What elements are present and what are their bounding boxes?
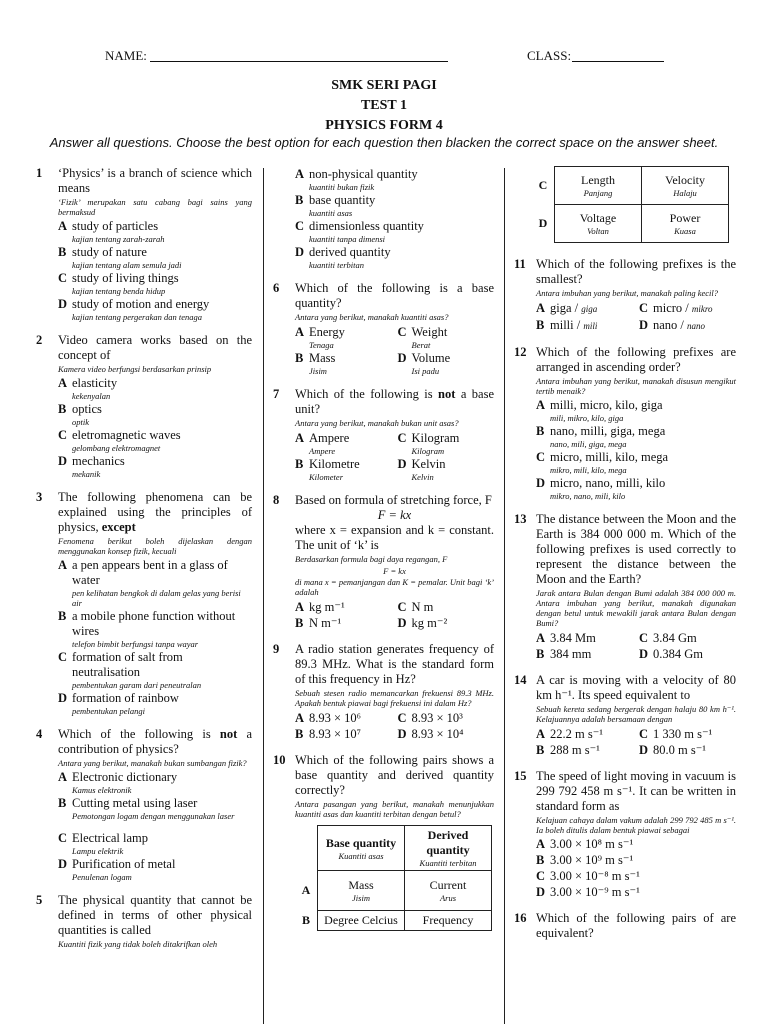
option-d[interactable]: D nano / nano: [639, 318, 706, 332]
question-text: Which of the following is not a base unit?: [295, 387, 495, 416]
option-c[interactable]: C N m: [397, 600, 434, 614]
column-1: [36, 166, 252, 962]
option-a[interactable]: A Electronic dictionary Kamus elektronik: [58, 770, 178, 795]
option-b[interactable]: B 8.93 × 10⁷: [295, 727, 362, 741]
option-c[interactable]: C eletromagnetic waves gelombang elektromagnet: [58, 428, 181, 453]
question-number: 8: [273, 493, 280, 507]
question-text: The physical quantity that cannot be defined in terms of other physical quantities is called: [58, 893, 252, 937]
emphasis-except: except: [101, 520, 136, 534]
question-9: [273, 642, 494, 742]
question-text: Video camera works based on the concept of: [58, 333, 252, 362]
option-b[interactable]: B a mobile phone function without wires telefon bimbit berfungsi tanpa wayar: [58, 609, 236, 649]
column-3: [514, 166, 736, 952]
table-row[interactable]: B Degree Celcius Frequency: [295, 911, 492, 931]
option-b[interactable]: B 288 m s⁻¹: [536, 743, 600, 757]
question-number: 6: [273, 281, 280, 295]
option-b[interactable]: B milli / mili: [536, 318, 598, 332]
question-translation: Kelajuan cahaya dalam vakum adalah 299 792 485 m s⁻¹. Ia boleh ditulis dalam bentuk piawai sebagai: [536, 815, 736, 835]
question-text: A car is moving with a velocity of 80 km h⁻¹. Its speed equivalent to: [536, 673, 736, 702]
table-row[interactable]: D Voltage Voltan Power Kuasa: [532, 205, 729, 243]
question-text: The following phenomena can be explained using the principles of physics, except: [58, 490, 252, 534]
question-1: [36, 166, 252, 322]
formula-translation: F = kx: [383, 566, 406, 576]
question-4: [36, 727, 252, 882]
option-a[interactable]: A non-physical quantity kuantiti bukan fizik: [295, 167, 418, 192]
option-a[interactable]: A giga / giga: [536, 301, 598, 315]
option-c[interactable]: C Electrical lamp Lampu elektrik: [58, 831, 149, 856]
question-6: [273, 281, 494, 376]
paper-titles: [0, 76, 768, 136]
question-number: 15: [514, 769, 527, 783]
option-c[interactable]: C 8.93 × 10³: [397, 711, 463, 725]
table-row[interactable]: A Mass Jisim Current Arus: [295, 871, 492, 911]
question-number: 13: [514, 512, 527, 526]
option-c[interactable]: C micro, milli, kilo, mega mikro, mili, kilo, mega: [536, 450, 669, 475]
student-info-header: [0, 46, 768, 66]
column-divider: [263, 168, 264, 1024]
question-16: [514, 911, 736, 941]
question-number: 1: [36, 166, 43, 180]
option-b[interactable]: B Cutting metal using laser Pemotongan logam dengan menggunakan laser: [58, 796, 235, 821]
question-text: A radio station generates frequency of 89.3 MHz. What is the standard form of this frequency in Hz?: [295, 642, 494, 686]
option-d[interactable]: D 0.384 Gm: [639, 647, 703, 661]
option-d[interactable]: D Volume Isi padu: [397, 351, 451, 376]
question-text: The speed of light moving in vacuum is 299 792 458 m s⁻¹. It can be written in standard form as: [536, 769, 736, 813]
question-translation: Antara imbuhan yang berikut, manakah disusun mengikut tertib menaik?: [536, 376, 736, 396]
question-text: Which of the following pairs shows a base quantity and derived quantity correctly?: [295, 753, 494, 797]
question-translation: Antara imbuhan yang berikut, manakah paling kecil?: [536, 288, 719, 298]
question-translation: Fenomena berikut boleh dijelaskan dengan menggunakan konsep fizik, kecuali: [58, 536, 252, 556]
option-b[interactable]: B base quantity kuantiti asas: [295, 193, 376, 218]
option-a[interactable]: A study of particles kajian tentang zarah-zarah: [58, 219, 165, 244]
question-text: Which of the following is a base quantity?: [295, 281, 494, 310]
question-translation: Sebuah stesen radio memancarkan frekuensi 89.3 MHz. Apakah bentuk piawai bagi frekuensi ini dalam Hz?: [295, 688, 494, 708]
question-translation: Berdasarkan formula bagi daya regangan, F: [295, 554, 448, 564]
question-text: The distance between the Moon and the Earth is 384 000 000 m. Which of the following prefixes is used correctly to represent the distance between the Moon and the Earth?: [536, 512, 736, 586]
column-divider: [504, 168, 505, 1024]
question-translation: Kamera video berfungsi berdasarkan prinsip: [58, 364, 212, 374]
option-a[interactable]: A 3.00 × 10⁸ m s⁻¹: [536, 837, 634, 851]
question-translation: Antara pasangan yang berikut, manakah menunjukkan kuantiti asas dan kuantiti terbitan dengan betul?: [295, 799, 494, 819]
option-c[interactable]: C Weight Berat: [397, 325, 448, 350]
question-translation: Kuantiti fizik yang tidak boleh ditakrifkan oleh: [58, 939, 218, 949]
option-c[interactable]: C formation of salt from neutralisation pembentukan garam dari peneutralan: [58, 650, 202, 690]
table-row[interactable]: C Length Panjang Velocity Halaju: [532, 167, 729, 205]
option-b[interactable]: B N m⁻¹: [295, 616, 342, 630]
question-translation: Antara yang berikut, manakah kuantiti asas?: [295, 312, 449, 322]
question-12: [514, 345, 736, 501]
option-a[interactable]: A kg m⁻¹: [295, 600, 345, 614]
option-b[interactable]: B 3.00 × 10⁹ m s⁻¹: [536, 853, 634, 867]
question-translation-2: di mana x = pemanjangan dan K = pemalar. Unit bagi ‘k’ adalah: [295, 577, 494, 597]
question-number: 5: [36, 893, 43, 907]
question-text: Which of the following prefixes is the smallest?: [536, 257, 736, 286]
emphasis-not: not: [438, 387, 456, 401]
option-a[interactable]: A 22.2 m s⁻¹: [536, 727, 604, 741]
option-a[interactable]: A Energy Tenaga: [295, 325, 345, 350]
option-b[interactable]: B optics optik: [58, 402, 102, 427]
question-translation: Antara yang berikut, manakah bukan unit asas?: [295, 418, 459, 428]
question-11: [514, 257, 736, 334]
option-a[interactable]: A a pen appears bent in a glass of water pen kelihatan bengkok di dalam gelas yang berisi air: [58, 558, 241, 608]
quantity-pairs-table-continued: [532, 166, 729, 243]
option-b[interactable]: B study of nature kajian tentang alam semula jadi: [58, 245, 182, 270]
option-d[interactable]: D formation of rainbow pembentukan pelangi: [58, 691, 179, 716]
question-2: [36, 333, 252, 479]
test-title: TEST 1: [360, 98, 408, 113]
option-c[interactable]: C Kilogram Kilogram: [397, 431, 460, 456]
class-label: CLASS:: [527, 48, 572, 63]
option-b[interactable]: B 384 mm: [536, 647, 592, 661]
option-a[interactable]: A 3.84 Mm: [536, 631, 596, 645]
question-number: 12: [514, 345, 527, 359]
question-13: [514, 512, 736, 662]
question-text: Based on formula of stretching force, F: [295, 493, 492, 507]
name-field-line[interactable]: [150, 61, 448, 62]
question-number: 9: [273, 642, 280, 656]
option-d[interactable]: D derived quantity kuantiti terbitan: [295, 245, 391, 270]
class-field-line[interactable]: [572, 61, 664, 62]
question-text: Which of the following prefixes are arranged in ascending order?: [536, 345, 736, 374]
name-label: NAME:: [105, 48, 147, 63]
option-d[interactable]: D 3.00 × 10⁻⁹ m s⁻¹: [536, 885, 640, 899]
question-number: 4: [36, 727, 43, 741]
quantity-pairs-table: [295, 825, 492, 931]
option-c[interactable]: C study of living things kajian tentang benda hidup: [58, 271, 179, 296]
question-number: 10: [273, 753, 286, 767]
school-name: SMK SERI PAGI: [331, 78, 437, 93]
question-14: [514, 673, 736, 758]
question-number: 2: [36, 333, 43, 347]
option-d[interactable]: D 8.93 × 10⁴: [397, 727, 464, 741]
question-10: [273, 753, 494, 931]
option-c[interactable]: C micro / mikro: [639, 301, 713, 315]
emphasis-not: not: [219, 727, 238, 741]
option-a[interactable]: A Ampere Ampere: [295, 431, 350, 456]
option-b[interactable]: B Kilometre Kilometer: [295, 457, 360, 482]
option-d[interactable]: D kg m⁻²: [397, 616, 448, 630]
question-text-2: where x = expansion and k = constant. The unit of ‘k’ is: [295, 523, 494, 552]
question-number: 3: [36, 490, 43, 504]
option-a[interactable]: A milli, micro, kilo, giga mili, mikro, kilo, giga: [536, 398, 663, 423]
subject-title: PHYSICS FORM 4: [325, 118, 443, 133]
option-d[interactable]: D micro, nano, milli, kilo mikro, nano, mili, kilo: [536, 476, 666, 501]
question-number: 16: [514, 911, 527, 925]
question-5: [36, 893, 252, 951]
column-2: [273, 166, 494, 942]
question-7: [273, 387, 494, 482]
question-text: Which of the following pairs of are equivalent?: [536, 911, 736, 940]
option-d[interactable]: D mechanics mekanik: [58, 454, 125, 479]
question-translation: Sebuah kereta sedang bergerak dengan halaju 80 km h⁻¹. Kelajuannya adalah bersamaan dengan: [536, 704, 736, 724]
question-5-options: [273, 167, 494, 270]
option-d[interactable]: D 80.0 m s⁻¹: [639, 743, 707, 757]
question-text: ‘Physics’ is a branch of science which means: [58, 166, 252, 195]
question-8: [273, 493, 494, 631]
option-d[interactable]: D Purification of metal Penulenan logam: [58, 857, 176, 882]
option-b[interactable]: B Mass Jisim: [295, 351, 336, 376]
question-15: [514, 769, 736, 900]
table-header: Base quantity Kuantiti asas: [318, 826, 405, 871]
instructions: Answer all questions. Choose the best option for each question then blacken the correct space on the answer sheet.: [49, 135, 719, 150]
question-number: 14: [514, 673, 527, 687]
question-number: 7: [273, 387, 280, 401]
question-3: [36, 490, 252, 716]
option-c[interactable]: C 3.00 × 10⁻⁸ m s⁻¹: [536, 869, 640, 883]
question-translation: ‘Fizik’ merupakan satu cabang bagi sains yang bermaksud: [58, 197, 252, 217]
option-b[interactable]: B nano, milli, giga, mega nano, mili, giga, mega: [536, 424, 666, 449]
option-d[interactable]: D study of motion and energy kajian tentang pergerakan dan tenaga: [58, 297, 210, 322]
option-d[interactable]: D Kelvin Kelvin: [397, 457, 446, 482]
option-c[interactable]: C 3.84 Gm: [639, 631, 697, 645]
question-number: 11: [514, 257, 526, 271]
table-header: Derived quantity Kuantiti terbitan: [405, 826, 492, 871]
question-text: Which of the following is not a contribution of physics?: [58, 727, 253, 756]
option-c[interactable]: C dimensionless quantity kuantiti tanpa dimensi: [295, 219, 424, 244]
option-c[interactable]: C 1 330 m s⁻¹: [639, 727, 713, 741]
formula: F = kx: [377, 508, 412, 522]
question-translation: Antara yang berikut, manakah bukan sumbangan fizik?: [58, 758, 247, 768]
question-translation: Jarak antara Bulan dengan Bumi adalah 384 000 000 m. Antara imbuhan yang berikut, manakah digunakan dengan betul untuk mewakili jarak antara Bulan dengan Bumi?: [536, 588, 736, 628]
option-a[interactable]: A elasticity kekenyalan: [58, 376, 118, 401]
option-a[interactable]: A 8.93 × 10⁶: [295, 711, 362, 725]
